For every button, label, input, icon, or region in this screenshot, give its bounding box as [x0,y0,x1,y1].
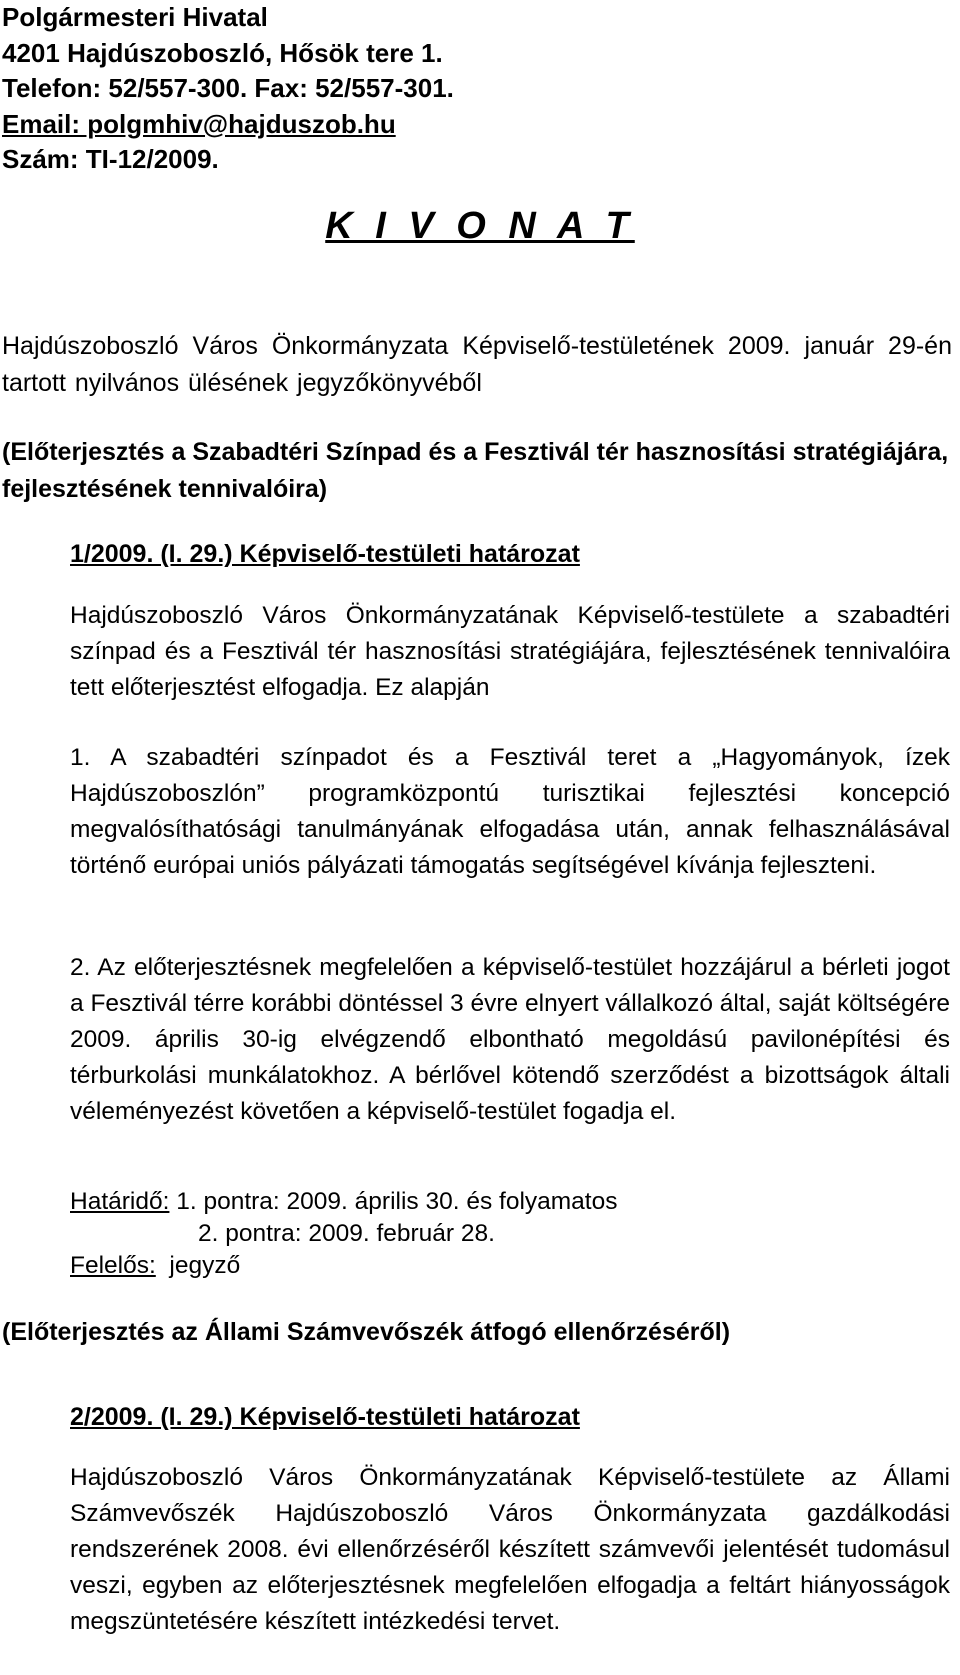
item1-subject: (Előterjesztés a Szabadtéri Színpad és a Fesztivál tér hasznosítási stratégiájára, fejlesztésének tennivalóira) [2,438,949,503]
minutes-intro: Hajdúszoboszló Város Önkormányzata Képviselő-testületének 2009. január 29-én tartott nyilvános ülésének jegyzőkönyvéből [2,332,952,397]
office-address: 4201 Hajdúszoboszló, Hősök tere 1. [2,37,443,68]
item2-resolution-title: 2/2009. (I. 29.) Képviselő-testületi határozat [70,1403,580,1431]
item1-deadlines [70,1186,617,1282]
deadline-line-1 [70,1186,617,1218]
item1-resolution-title: 1/2009. (I. 29.) Képviselő-testületi határozat [70,540,580,568]
responsible-line [70,1250,617,1282]
item1-point-1: 1. A szabadtéri színpadot és a Fesztivál teret a „Hagyományok, ízek Hajdúszoboszlón” programközpontú turisztikai fejlesztési koncepció megvalósíthatósági tanulmányának elfogadása után, annak felhasználásával történő európai uniós pályázati támogatás segítségével kívánja fejleszteni. [70,744,950,879]
item1-point-2: 2. Az előterjesztésnek megfelelően a képviselő-testület hozzájárul a bérleti jogot a Fesztivál térre korábbi döntéssel 3 évre elnyert vállalkozó által, saját költségére 2009. április 30-ig elvégzendő elbontható megoldású pavilonépítési és térburkolási munkálatokhoz. A bérlővel kötendő szerződést a bizottságok általi véleményezést követően a képviselő-testület fogadja el. [70,954,950,1125]
office-name: Polgármesteri Hivatal [2,2,268,32]
office-phone-fax: Telefon: 52/557-300. Fax: 52/557-301. [2,73,454,103]
item1-paragraph: Hajdúszoboszló Város Önkormányzatának Képviselő-testülete a szabadtéri színpad és a Fesztivál tér hasznosítási stratégiájára, fejlesztésének tennivalóira tett előterjesztést elfogadja. Ez alapján [70,602,950,701]
responsible-label: Felelős: [70,1252,156,1279]
document-title: K I V O N A T [325,205,635,247]
item2-paragraph: Hajdúszoboszló Város Önkormányzatának Képviselő-testülete az Állami Számvevőszék Hajdúszoboszló Város Önkormányzata gazdálkodási rendszerének 2008. évi ellenőrzéséről készített számvevői jelentését tudomásul veszi, egyben az előterjesztésnek megfelelően elfogadja a feltárt hiányosságok megszüntetésére készített intézkedési tervet. [70,1464,950,1635]
deadline-line-2 [70,1218,617,1250]
deadline-label: Határidő: [70,1188,170,1215]
responsible-value: jegyző [155,1252,241,1279]
deadline-2: 2. pontra: 2009. február 28. [198,1220,495,1247]
item2-subject: (Előterjesztés az Állami Számvevőszék átfogó ellenőrzéséről) [2,1318,731,1346]
document-number: Szám: TI-12/2009. [2,144,219,174]
office-email-link[interactable]: Email: polgmhiv@hajduszob.hu [2,108,396,139]
letterhead [2,0,454,178]
deadline-1: 1. pontra: 2009. április 30. és folyamatos [169,1188,618,1215]
